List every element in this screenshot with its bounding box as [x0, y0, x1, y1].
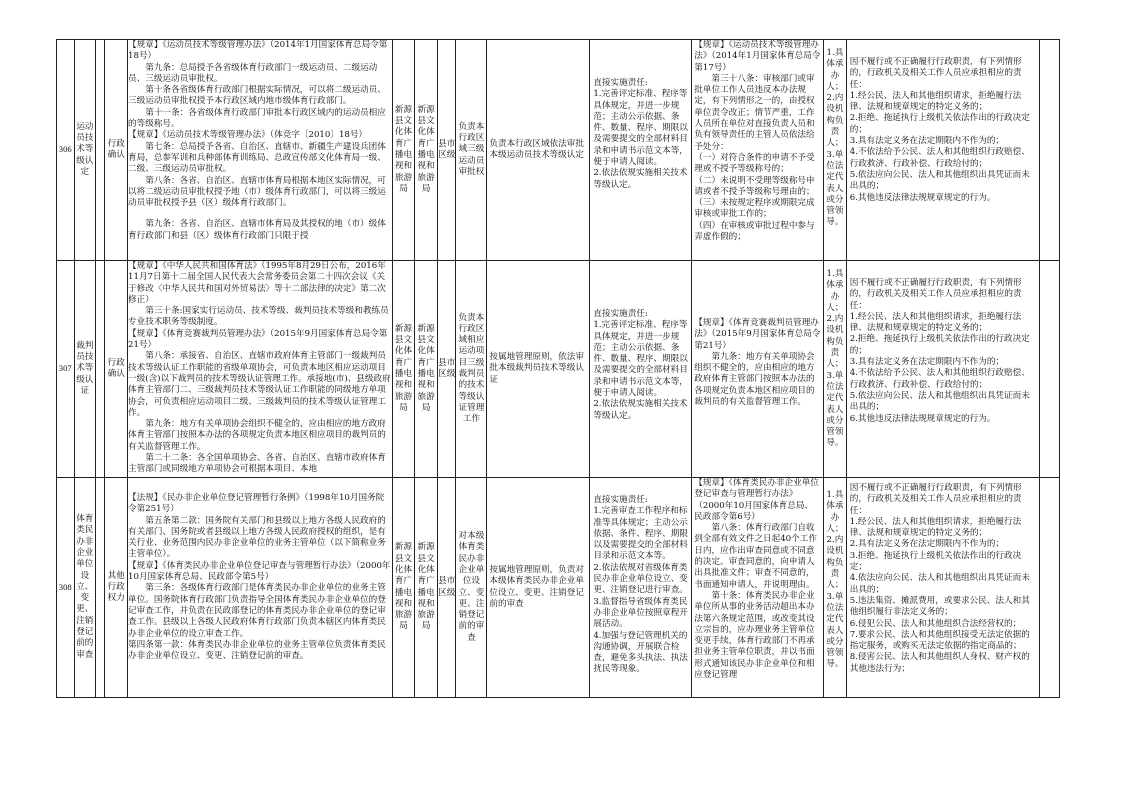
duty-paragraph: 1.完善评定标准、程序等具体规定，并进一步规范；主动公示依据、条件、数量、程序、期限以及需要提交的全部材料目录和申请书示范文本等，便于申请人阅读。	[593, 89, 688, 168]
responsibility-paragraph: 1.经公民、法人和其他组织请求，拒绝履行法律、法规和规章规定的特定义务的；	[849, 90, 1022, 113]
item-name-cell	[74, 40, 96, 261]
liability-paragraph: （一）对符合条件的申请不予受理或不授予等级称号的；	[694, 152, 815, 175]
item-category: 其他行政权力	[107, 570, 125, 604]
basis-paragraph: 【规章】《运动员技术等级管理办法》（体竞字〔2010〕18号）	[128, 130, 368, 141]
exec-subject-text: 1.具体承办人；2.内设机构负责人；3.单位法定代表人或分管领导。	[826, 490, 844, 670]
basis-cell	[128, 40, 393, 261]
responsibility-paragraph: 3.具有法定义务在法定期限内不作为的；	[849, 136, 1005, 147]
table-row	[57, 478, 1060, 698]
content-cell	[487, 261, 590, 478]
implementer-cell	[392, 478, 415, 698]
liability-paragraph: 【规章】《体育类民办非企业单位登记审查与管理暂行办法》（2000年10月国家体育总局、民政部令第6号）	[694, 478, 819, 522]
item-category: 行政确认	[107, 357, 125, 379]
implementer-cell	[392, 261, 415, 478]
responsibility-paragraph: 4.依法应向公民、法人和其他组织出具凭证而未出具的；	[849, 573, 1030, 595]
subject-cell	[456, 261, 487, 478]
basis-paragraph: 第五条第二款：国务院有关部门和县级以上地方各级人民政府的有关部门、国务院或者县级以上地方各级人民政府授权的组织，是有关行业、业务范围内民办非企业单位的业务主管单位（以下简称业务主管单位）。	[128, 515, 386, 560]
basis-paragraph: 第八条：各省、自治区、直辖市体育局根据本地区实际情况，可以将二级运动员审批权授予地（市）级体育行政部门，可以将三级运动员审批权授予县（区）级体育行政部门。	[128, 175, 386, 209]
category-cell	[105, 40, 128, 261]
row-number-cell	[57, 261, 75, 478]
basis-text	[128, 40, 392, 260]
basis-paragraph: 第九条：地方有关单项协会组织不健全的，应由相应的地方政府体育主管部门按照本办法的各项规定负责本地区相应项目的裁判员的有关监督管理工作。	[128, 419, 386, 452]
basis-paragraph: 【法规】《民办非企业单位登记管理暂行条例》（1998年10月国务院令第251号）	[128, 493, 385, 515]
responsibility-paragraph: 8.侵害公民、法人和其他组织人身权、财产权的其他违法行为；	[849, 652, 1030, 674]
table-row	[57, 40, 1060, 261]
liability-paragraph: （四）在审核或审批过程中参与弄虚作假的；	[694, 220, 815, 243]
liability-paragraph: 【规章】《体育竞赛裁判员管理办法》（2015年9月国家体育总局令第21号）	[694, 318, 821, 351]
liability-cell	[692, 40, 824, 261]
exec-subject-cell	[824, 478, 847, 698]
responsibility-paragraph: 4.不依法给予公民、法人和其他组织行政赔偿、行政救济、行政补偿、行政给付的；	[849, 147, 1030, 169]
responsibility-paragraph: 5.违法集资、摊派费用，或要求公民、法人和其他组织履行非法定义务的；	[849, 595, 1030, 618]
table-row	[57, 261, 1060, 478]
basis-cell	[128, 478, 393, 698]
row-number-cell	[57, 40, 75, 261]
responsibility-paragraph: 1.经公民、法人和其他组织请求，拒绝履行法律、法规和规章规定的特定义务的；	[849, 311, 1022, 334]
item-name-cell	[74, 478, 96, 698]
implementer-cell	[415, 478, 438, 698]
exec-subject-cell	[824, 261, 847, 478]
blank-cell	[96, 261, 105, 478]
basis-cell	[128, 261, 393, 478]
duty-text	[590, 261, 691, 478]
implementer-name: 新源县文化体育广播电视和旅游局	[394, 542, 413, 632]
blank-cell	[96, 478, 105, 698]
liability-cell	[692, 261, 824, 478]
level-cell	[437, 478, 456, 698]
content-cell	[487, 478, 590, 698]
responsibility-paragraph: 6.侵犯公民、法人和其他组织合法经营权的；	[849, 618, 1022, 629]
responsibility-paragraph: 3.具有法定义务在法定期限内不作为的；	[849, 357, 1005, 368]
responsibility-cell	[846, 478, 1040, 698]
responsibility-text	[847, 40, 1040, 261]
duty-paragraph: 3.监督指导省级体育类民办非企业单位按照章程开展活动。	[593, 596, 688, 630]
subject-text: 负责本行政区域相应运动项目三级裁判员的技术等级认证管理工作	[458, 312, 485, 425]
duty-paragraph: 2.依法依规实施相关技术等级认定。	[593, 399, 688, 421]
exec-subject-cell	[824, 40, 847, 261]
responsibility-paragraph: 5.依法应向公民、法人和其他组织出具凭证而未出具的；	[849, 169, 1030, 192]
responsibility-paragraph: 因不履行或不正确履行行政职责，有下列情形的，行政机关及相关工作人员应承担相应的责任：	[849, 278, 1022, 311]
exec-subject-text: 1.具体承办人；2.内设机构负责人；3.单位法定代表人或分管领导。	[826, 269, 844, 449]
item-category: 行政确认	[107, 138, 125, 160]
responsibility-text	[847, 261, 1040, 478]
duty-cell	[590, 478, 692, 698]
basis-paragraph: 第九条：总局授予各省级体育行政部门一级运动员、二级运动员、三级运动员审批权。	[128, 62, 378, 84]
implementer-name: 新源县文化体育广播电视和旅游局	[394, 104, 413, 194]
duty-paragraph: 直接实施责任:	[593, 495, 648, 505]
responsibility-paragraph: 3.拒绝、拖延执行上级机关依法作出的行政决定；	[849, 550, 1022, 573]
row-number: 307	[58, 363, 72, 374]
implementer-name: 新源县文化体育广播电视和旅游局	[417, 104, 435, 194]
row-number: 308	[58, 581, 72, 592]
basis-paragraph: 第三条：各级体育行政部门是体育类民办非企业单位的业务主管单位。国务院体育行政部门负责指导全国体育类民办非企业单位的登记审查工作，并负责在民政部登记的体育类民办非企业单位的登记审查工作。县级以上各级人民政府体育行政部门负责本辖区内体育类民办非企业单位的设立审查工作。	[128, 583, 386, 639]
category-cell	[105, 478, 128, 698]
level-text: 县市区级	[438, 357, 456, 379]
responsibility-paragraph: 2.拒绝、拖延执行上级机关依法作出的行政决定的；	[849, 113, 1030, 135]
content-text: 按属地管理原则，依法审批本级裁判员技术等级认证	[489, 352, 584, 385]
duty-paragraph: 2.依法依规实施相关技术等级认定。	[593, 168, 688, 190]
duty-paragraph: 直接实施责任:	[593, 78, 648, 88]
item-name: 运动员技术等级认定	[76, 121, 94, 177]
responsibility-paragraph: 7.要求公民、法人和其他组织接受无法定依据的指定服务，或购买无法定依据的指定商品的；	[849, 629, 1030, 652]
implementer-cell	[392, 40, 415, 261]
item-name: 体育类民办非企业单位设立、变更、注销登记前的审查	[76, 514, 94, 660]
basis-paragraph: 【规章】《体育竞赛裁判员管理办法》（2015年9月国家体育总局令第21号）	[128, 328, 388, 351]
subject-text: 对本级体育类民办非企业单位设立、变更、注销登记前的审查	[458, 531, 485, 643]
duty-paragraph: 2.依法依规对省级体育类民办非企业单位设立、变更、注销登记进行审查。	[593, 562, 688, 596]
content-text: 按属地管理原则，负责对本级体育类民办非企业单位设立、变更、注销登记前的审查	[489, 564, 584, 609]
duty-cell	[590, 40, 692, 261]
responsibility-cell	[846, 261, 1040, 478]
blank-cell	[1040, 40, 1060, 261]
responsibility-paragraph: 4.不依法给予公民、法人和其他组织行政赔偿、行政救济、行政补偿、行政给付的；	[849, 368, 1030, 390]
basis-paragraph: 第九条：各省、自治区、直辖市体育局及其授权的地（市）级体育行政部门和县（区）级体育行政部门只限于授	[128, 219, 386, 241]
responsibility-paragraph: 6.其他违反法律法规规章规定的行为。	[849, 413, 996, 424]
basis-paragraph: 第二十二条：各全国单项协会、各省、自治区、直辖市政府体育主管部门或同级地方单项协会可根据本项目、本地	[128, 453, 386, 475]
liability-cell	[692, 478, 824, 698]
responsibility-cell	[846, 40, 1040, 261]
implementer-name: 新源县文化体育广播电视和旅游局	[417, 542, 435, 632]
basis-paragraph: 第四条第一款：体育类民办非企业单位的业务主管单位负责体育类民办非企业单位设立、变更、注销登记前的审查。	[128, 639, 386, 662]
implementer-cell	[415, 40, 438, 261]
responsibility-paragraph: 2.具有法定义务在法定期限内不作为的；	[849, 539, 1005, 550]
power-list-table	[56, 39, 1060, 698]
basis-paragraph: 第十条各省级体育行政部门根据实际情况，可以将二级运动员、三级运动员审批权授予本行政区域内地市级体育行政部门。	[128, 85, 386, 107]
responsibility-paragraph: 1.经公民、法人和其他组织请求，拒绝履行法律、法规和规章规定的特定义务的；	[849, 516, 1022, 539]
responsibility-paragraph: 2.拒绝、拖延执行上级机关依法作出的行政决定的；	[849, 334, 1030, 356]
liability-paragraph: （三）未按规定程序或期限完成审核或审批工作的；	[694, 198, 815, 220]
blank-cell	[1040, 261, 1060, 478]
liability-text	[692, 478, 823, 697]
category-cell	[105, 261, 128, 478]
liability-paragraph: 第九条：地方有关单项协会组织不健全的，应由相应的地方政府体育主管部门按照本办法的各项规定负责本地区相应项目的裁判员的有关监督管理工作。	[694, 351, 815, 408]
liability-text	[692, 40, 823, 260]
implementer-name: 新源县文化体育广播电视和旅游局	[394, 323, 413, 413]
subject-cell	[456, 40, 487, 261]
duty-paragraph: 1.完善评定标准、程序等具体规定，并进一步规范；主动公示依据、条件、数量、程序、期限以及需要提交的全部材料目录和申请书示范文本等，便于申请人阅读。	[593, 320, 688, 399]
item-name-cell	[74, 261, 96, 478]
item-name: 裁判员技术等级认证	[76, 340, 94, 396]
responsibility-paragraph: 因不履行或不正确履行行政职责，有下列情形的，行政机关及相关工作人员应承担相应的责任：	[849, 57, 1022, 90]
basis-paragraph: 第十一条：各省级体育行政部门审批本行政区域内的运动员相应的等级称号。	[128, 107, 386, 130]
liability-paragraph: 第十条：体育类民办非企业单位所从事的业务活动超出本办法第六条规定范围，或改变其设立宗旨的，应办理业务主管单位变更手续，体育行政部门不再承担业务主管单位职责，并以书面形式通知该民办非企业单位和相应登记管理	[694, 590, 815, 681]
subject-text: 负责本行政区域三级运动员审批权	[458, 121, 485, 177]
level-text: 县市区级	[438, 138, 456, 160]
basis-paragraph: 第八条：承接省、自治区、直辖市政府体育主管部门一级裁判员技术等级认证工作职能的省级单项协会，可负责本地区相应运动项目一级(含)以下裁判员的技术等级认证管理工作。承接地(市)、县级政府体育主管部门二、三级裁判员技术等级认证工作职能的同级地方单项协会，可负责相应运动项目二级、三级裁判员的技术等级认证管理工作。	[128, 351, 391, 418]
basis-text	[128, 261, 392, 477]
responsibility-paragraph: 5.依法应向公民、法人和其他组织出具凭证而未出具的；	[849, 390, 1030, 413]
content-text: 负责本行政区域依法审批本级运动员技术等级认定	[489, 138, 584, 160]
blank-cell	[96, 40, 105, 261]
exec-subject-text: 1.具体承办人；2.内设机构负责人；3.单位法定代表人或分管领导。	[826, 48, 844, 228]
duty-paragraph: 1.完善审查工作程序和标准等具体规定；主动公示依据、条件、程序、期限以及需要提交的全部材料目录和示范文本等。	[593, 506, 688, 562]
duty-text	[590, 40, 691, 261]
implementer-cell	[415, 261, 438, 478]
row-number-cell	[57, 478, 75, 698]
basis-paragraph: 第三十条:国家实行运动员、技术等级、裁判员技术等级和教练员专业技术职务等级制度。	[128, 306, 389, 328]
basis-paragraph: 【规章】《体育类民办非企业单位登记审查与管理暂行办法》（2000年10月国家体育总局、民政部令第5号）	[128, 560, 391, 583]
liability-text	[692, 261, 823, 478]
level-text: 县市区级	[438, 576, 456, 598]
duty-paragraph: 4.加强与登记管理机关的沟通协调，开展联合检查，避免多头执法、执法扰民等现象。	[593, 630, 688, 675]
blank-cell	[1040, 478, 1060, 698]
liability-paragraph: 第八条：体育行政部门自收到全部有效文件之日起40个工作日内，应作出审查同意或不同意的决定。审查同意的，向申请人出具批准文件；审查不同意的，书面通知申请人，并说明理由。	[694, 523, 817, 590]
subject-cell	[456, 478, 487, 698]
row-number: 306	[58, 144, 72, 155]
responsibility-paragraph: 因不履行或不正确履行行政职责，有下列情形的，行政机关及相关工作人员应承担相应的责任：	[849, 483, 1022, 516]
duty-cell	[590, 261, 692, 478]
duty-text	[590, 478, 691, 698]
responsibility-paragraph: 6.其他违反法律法规规章规定的行为。	[849, 192, 996, 203]
duty-paragraph: 直接实施责任:	[593, 309, 648, 319]
implementer-name: 新源县文化体育广播电视和旅游局	[417, 323, 435, 413]
basis-paragraph: 【规章】《中华人民共和国体育法》（1995年8月29日公布，2016年11月7日第十二届全国人民代表大会常务委员会第二十四次会议《关于修改〈中华人民共和国对外贸易法〉等十二部法律的决定》第二次修正）	[128, 261, 386, 305]
basis-paragraph: 第七条：总局授予各省、自治区、直辖市、新疆生产建设兵团体育局，总参军训和兵种部体育训练局、总政宣传部文化体育局一级、二级、三级运动员审批权。	[128, 141, 386, 175]
content-cell	[487, 40, 590, 261]
basis-paragraph: 【规章】《运动员技术等级管理办法》（2014年1月国家体育总局令第18号）	[128, 40, 388, 62]
basis-text	[128, 478, 392, 698]
responsibility-text	[847, 478, 1040, 698]
liability-paragraph: （二）未说明不受理等级称号申请或者不授予等级称号理由的；	[694, 175, 815, 197]
level-cell	[437, 40, 456, 261]
liability-paragraph: 【规章】《运动员技术等级管理办法》（2014年1月国家体育总局令第17号）	[694, 40, 821, 73]
liability-paragraph: 第三十八条：审核部门或审批单位工作人员违反本办法规定，有下列情形之一的，由授权单位责令改正；情节严重，工作人员所在单位对直接负责人员和负有领导责任的主管人员依法给予处分：	[694, 73, 815, 152]
level-cell	[437, 261, 456, 478]
